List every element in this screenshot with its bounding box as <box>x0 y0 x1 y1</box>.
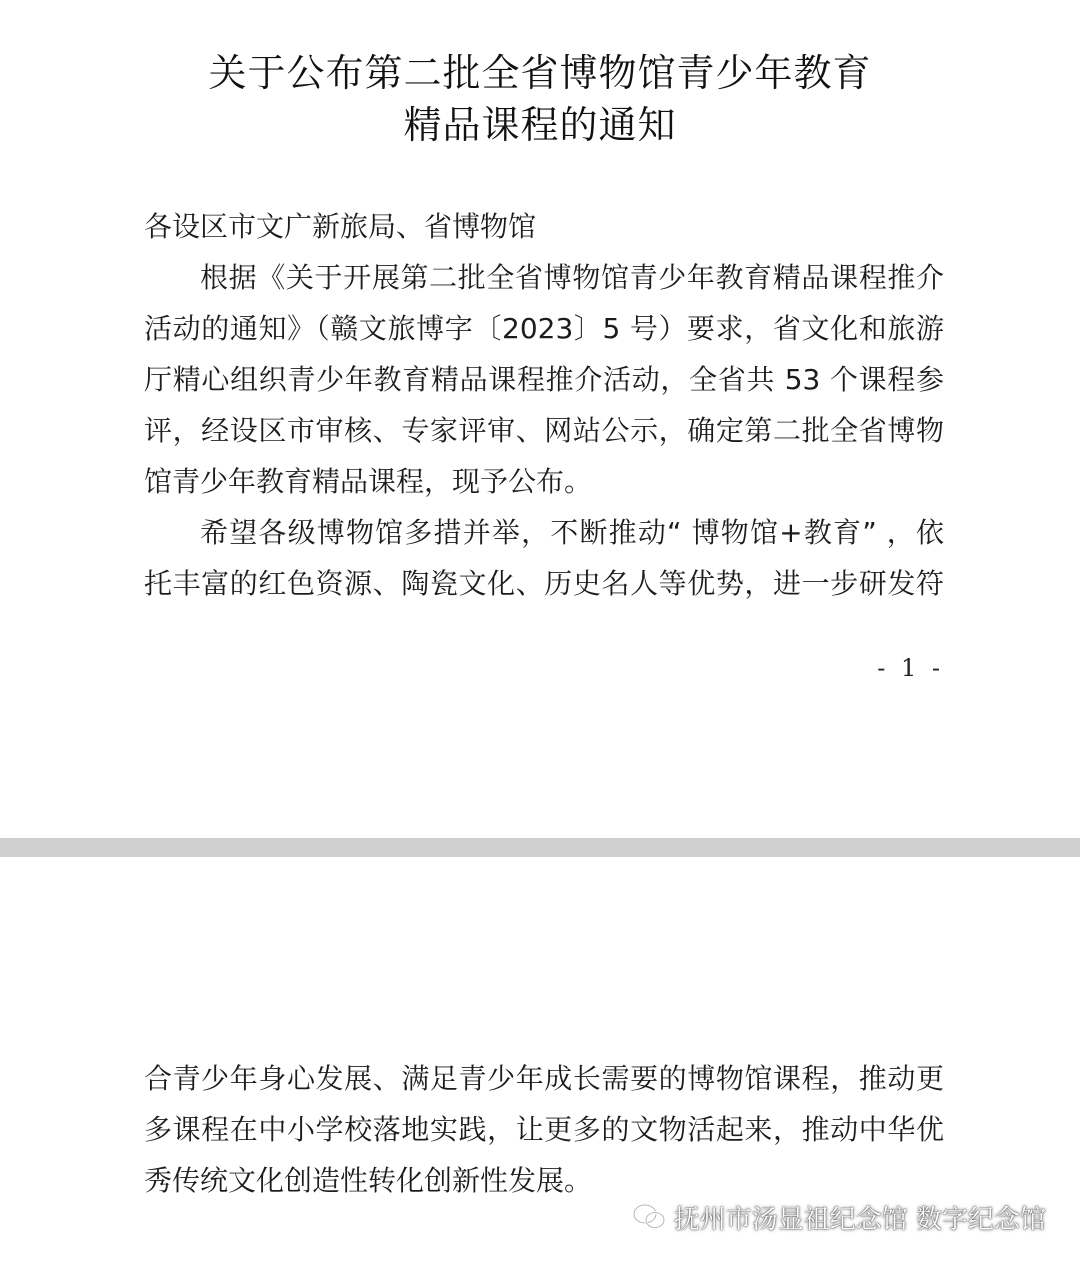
page-number: - 1 - <box>877 654 944 682</box>
paragraph-line: 活动的通知》（赣文旅博字〔2023〕5 号）要求，省文化和旅游 <box>144 312 944 345</box>
watermark <box>632 1196 1046 1238</box>
page-separator <box>0 838 1080 857</box>
paragraph-line: 托丰富的红色资源、陶瓷文化、历史名人等优势，进一步研发符 <box>144 567 944 600</box>
wechat-icon <box>632 1202 666 1232</box>
paragraph-line: 根据《关于开展第二批全省博物馆青少年教育精品课程推介 <box>200 261 944 294</box>
paragraph-line: 多课程在中小学校落地实践，让更多的文物活起来，推动中华优 <box>144 1113 944 1146</box>
document-title-line-2: 精品课程的通知 <box>403 103 677 147</box>
paragraph-line: 馆青少年教育精品课程，现予公布。 <box>144 465 593 498</box>
paragraph-line: 合青少年身心发展、满足青少年成长需要的博物馆课程，推动更 <box>144 1062 944 1095</box>
paragraph-line: 厅精心组织青少年教育精品课程推介活动，全省共 53 个课程参 <box>144 363 944 396</box>
watermark-text: 抚州市汤显祖纪念馆 数字纪念馆 <box>673 1204 1046 1235</box>
paragraph-line: 秀传统文化创造性转化创新性发展。 <box>144 1164 593 1197</box>
salutation <box>144 201 944 252</box>
paragraph-3 <box>144 1053 944 1206</box>
paragraph-line: 评，经设区市审核、专家评审、网站公示，确定第二批全省博物 <box>144 414 944 447</box>
document-title-line-1: 关于公布第二批全省博物馆青少年教育 <box>208 51 872 95</box>
paragraph-2 <box>144 507 944 609</box>
paragraph-1 <box>144 252 944 507</box>
salutation-text: 各设区市文广新旅局、省博物馆 <box>144 210 537 243</box>
truncated-next-line <box>210 1258 750 1265</box>
paragraph-line: 希望各级博物馆多措并举，不断推动“ 博物馆+教育” ，依 <box>200 516 944 549</box>
